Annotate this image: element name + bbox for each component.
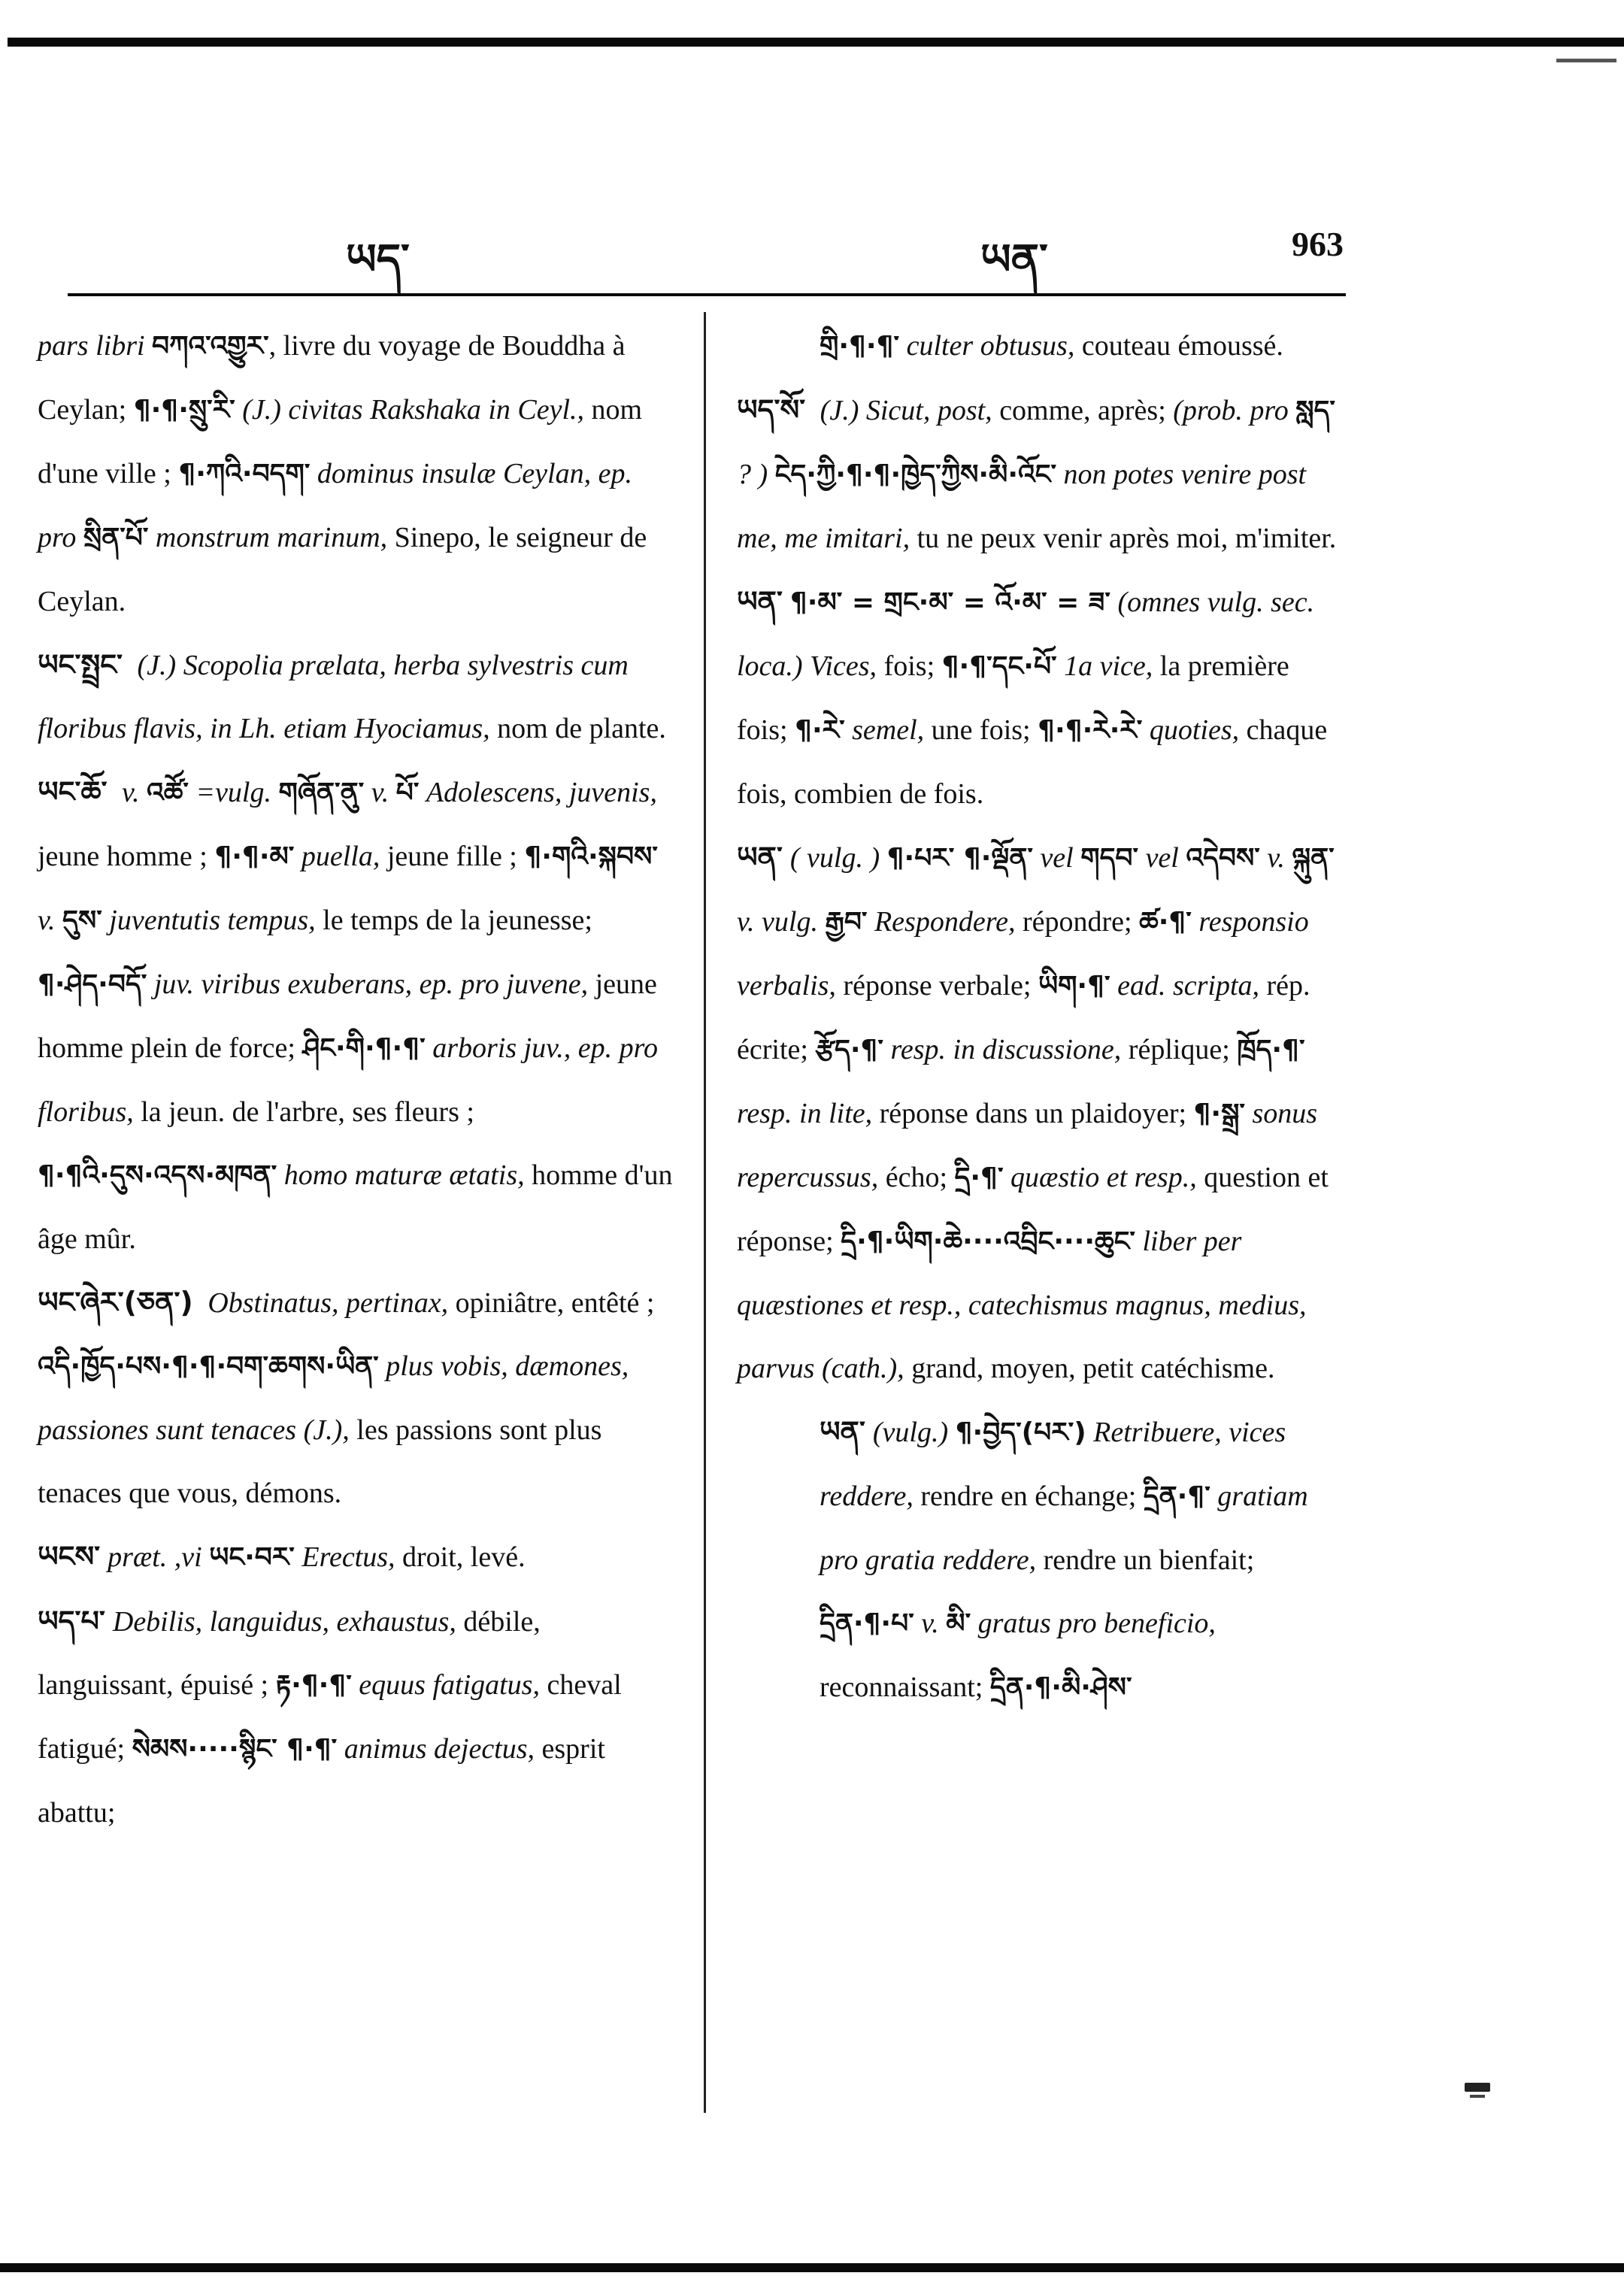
page-number: 963 <box>1292 225 1344 263</box>
latin-gloss: ead. scripta, <box>1110 970 1260 1002</box>
latin-gloss: Retribuere, vices reddere, <box>820 1417 1286 1512</box>
latin-gloss: puella, <box>294 841 380 872</box>
tibetan-text: མི་ <box>946 1608 971 1639</box>
tibetan-text: ¶·ཤེད·བདོ་ <box>38 969 147 1000</box>
tibetan-text: གྲི·¶·¶་ <box>820 331 900 362</box>
latin-gloss: v. vulg. <box>737 906 826 938</box>
french-gloss: réplique; <box>1121 1034 1238 1065</box>
tibetan-text: འཚོ་ <box>147 777 189 808</box>
tibetan-text: ¶·སྒྲ་ <box>1193 1099 1245 1129</box>
french-gloss: rendre un bienfait; <box>1036 1544 1255 1576</box>
french-gloss: écho; <box>878 1162 955 1193</box>
dictionary-entry <box>737 826 1346 1400</box>
tibetan-text: ངེད·ཀྱི·¶·¶·ཁྱེད་ཀྱིས·མི·འོང་ <box>774 459 1057 490</box>
latin-gloss: v. <box>1259 842 1292 874</box>
latin-gloss: semel, <box>844 714 925 746</box>
tibetan-text: དྲིན·¶་ <box>1143 1481 1210 1512</box>
latin-gloss: liber per quæstiones et resp., catechismus magnus, medius, parvus (cath.), <box>737 1226 1307 1384</box>
french-gloss: couteau émoussé. <box>1074 330 1283 362</box>
dictionary-entry <box>737 1400 1346 1720</box>
french-gloss: chaque fois, combien de fois. <box>737 714 1328 810</box>
french-gloss: rép. écrite; <box>737 970 1310 1065</box>
tibetan-text: ¶·པར་ ¶·ལྡོན་ <box>886 843 1033 874</box>
french-gloss: débile, languissant, épuisé ; <box>38 1606 541 1701</box>
tibetan-text: དྲིན·¶·པ་ <box>820 1608 914 1639</box>
latin-gloss: (J.) civitas Rakshaka in Ceyl., <box>235 394 585 426</box>
tibetan-text: ¶·¶·མ་ <box>214 841 295 872</box>
latin-gloss: vel <box>1032 842 1081 874</box>
dictionary-entry <box>38 633 677 760</box>
latin-gloss: (vulg.) <box>872 1417 956 1448</box>
entry-headword: ཡང་ཆོ་ <box>38 775 108 808</box>
french-gloss: nom de plante. <box>489 713 666 744</box>
tibetan-text: དྲི·¶་ <box>954 1162 1004 1193</box>
french-gloss: la première fois; <box>737 650 1289 746</box>
tibetan-text: ¶·¶་དང·པོ་ <box>941 651 1057 682</box>
latin-gloss: (J.) Scopolia prælata, herba sylvestris cum floribus flavis, in Lh. etiam Hyociamus, <box>38 650 629 744</box>
tibetan-text: དྲིན·¶·མི·ཤེས་ <box>989 1672 1132 1703</box>
latin-gloss: plus vobis, dæmones, passiones sunt tenaces (J.), <box>38 1350 629 1446</box>
tibetan-text: འདི·ཁྱོད·པས·¶·¶·བག་ཆགས·ཡིན་ <box>38 1351 379 1382</box>
tibetan-text: པོ་ <box>395 777 420 808</box>
entry-headword: ཡན་ <box>820 1415 865 1448</box>
latin-gloss: 1a vice, <box>1056 650 1153 682</box>
latin-gloss: monstrum marinum, <box>148 522 388 553</box>
french-gloss: jeune fille ; <box>380 841 525 872</box>
dictionary-entry <box>38 1271 677 1525</box>
tibetan-text: སླད་ <box>1295 395 1335 426</box>
running-head-right: ཡན་ <box>980 235 1048 284</box>
french-gloss: Sinepo, le seigneur de Ceylan. <box>38 522 647 617</box>
dictionary-entry <box>737 314 1346 378</box>
latin-gloss: quoties, <box>1142 714 1240 746</box>
french-gloss: la jeun. de l'arbre, ses fleurs ; <box>133 1096 474 1128</box>
tibetan-text: ¶·¶འི·དུས·འདས·མཁན་ <box>38 1160 277 1191</box>
french-gloss: nom d'une ville ; <box>38 394 643 489</box>
column-divider <box>704 312 706 2113</box>
dictionary-entry <box>38 760 677 1271</box>
latin-gloss: Respondere, <box>867 906 1016 938</box>
corner-mark <box>1556 59 1616 62</box>
latin-gloss: (omnes vulg. sec. loca.) Vices, <box>737 586 1315 682</box>
tibetan-text: སེམས·····སྙིང་ ¶·¶་ <box>132 1734 338 1765</box>
latin-gloss: animus dejectus, <box>337 1733 535 1765</box>
dictionary-entry <box>38 1590 677 1844</box>
dictionary-entry <box>737 570 1346 826</box>
tibetan-text: ¶·¶·རེ·རེ་ <box>1038 715 1143 746</box>
entry-headword: ཡང་སྤྲང་ <box>38 648 123 681</box>
latin-gloss: juventutis tempus, <box>102 905 316 936</box>
latin-gloss: juv. viribus exuberans, ep. pro juvene, <box>147 968 589 1000</box>
french-gloss: répondre; <box>1015 906 1140 938</box>
latin-gloss: homo maturæ ætatis, <box>277 1159 525 1191</box>
french-gloss: le temps de la jeunesse; <box>315 905 592 936</box>
latin-gloss: v. <box>364 777 396 808</box>
latin-gloss: vel <box>1138 842 1186 874</box>
top-border-rule <box>8 38 1624 47</box>
latin-gloss: (J.) Sicut, post, <box>813 395 992 426</box>
tibetan-text: བཀའ་འགྱུར་ <box>152 331 269 362</box>
tibetan-text: ¶·¶·སྲུ་རི་ <box>133 395 235 426</box>
tibetan-text: ¶·ཀའི·བདག་ <box>178 459 311 489</box>
dictionary-entry <box>38 1525 677 1590</box>
entry-headword: ཡད་པ་ <box>38 1605 105 1638</box>
latin-gloss: arboris juv., ep. pro floribus, <box>38 1032 658 1128</box>
latin-gloss: v. <box>38 905 63 936</box>
french-gloss: homme d'un âge mûr. <box>38 1159 673 1255</box>
tibetan-text: ཡིག·¶་ <box>1038 971 1110 1002</box>
entry-headword: ཡན་ <box>737 585 783 618</box>
tibetan-text: སྲིན་པོ་ <box>83 523 149 553</box>
latin-gloss: ? ) <box>737 459 775 490</box>
entry-headword: ཡངས་ <box>38 1540 101 1573</box>
latin-gloss: v. <box>114 777 147 808</box>
tibetan-text: རྟ·¶·¶་ <box>275 1670 352 1701</box>
french-gloss: les passions sont plus tenaces que vous, démons. <box>38 1414 602 1509</box>
tibetan-text: ¶·མ་ = གྲང·མ་ = འོ·མ་ = ཟ་ <box>789 587 1110 618</box>
latin-gloss: Erectus, <box>294 1541 395 1573</box>
tibetan-text: ཚ·¶་ <box>1139 907 1192 938</box>
tibetan-text: གཞོན་ནུ་ <box>278 777 365 808</box>
right-column <box>737 314 1346 1720</box>
tibetan-text: ¶·གའི·སྐབས་ <box>524 841 658 872</box>
latin-gloss: v. <box>914 1608 947 1639</box>
french-gloss: grand, moyen, petit catéchisme. <box>904 1353 1275 1384</box>
latin-gloss: quæstio et resp., <box>1003 1162 1197 1193</box>
latin-gloss: gratiam pro gratia reddere, <box>820 1480 1308 1576</box>
dictionary-entry <box>737 378 1346 570</box>
tibetan-text: ཤིང·གི·¶·¶་ <box>302 1033 426 1064</box>
latin-gloss: non potes venire post me, me imitari, <box>737 459 1307 554</box>
latin-gloss: gratus pro beneficio, <box>971 1608 1216 1639</box>
latin-gloss: Obstinatus, pertinax, <box>200 1287 449 1319</box>
french-gloss: opiniâtre, entêté ; <box>448 1287 655 1319</box>
latin-gloss: præt. ,vi <box>108 1541 210 1573</box>
tibetan-text: རྩོད·¶་ <box>815 1035 883 1065</box>
tibetan-text: གདབ་ <box>1080 843 1139 874</box>
margin-mark-small <box>1470 2095 1485 2098</box>
tibetan-text: ཁྲོད·¶་ <box>1237 1035 1305 1065</box>
french-gloss: jeune homme plein de force; <box>38 968 657 1064</box>
french-gloss: droit, levé. <box>395 1541 526 1573</box>
french-gloss: cheval fatigué; <box>38 1669 622 1765</box>
french-gloss: une fois; <box>924 714 1038 746</box>
latin-gloss: Debilis, languidus, exhaustus, <box>112 1606 456 1638</box>
latin-gloss: culter obtusus, <box>899 330 1075 362</box>
french-gloss: reconnaissant; <box>820 1671 990 1703</box>
latin-gloss: pars libri <box>38 330 153 362</box>
tibetan-text: དུས་ <box>62 905 102 936</box>
latin-gloss: resp. in lite, <box>737 1098 873 1129</box>
tibetan-text: ¶·བྱེད་(པར་) <box>955 1417 1086 1448</box>
latin-gloss: Adolescens, juvenis, <box>419 777 657 808</box>
french-gloss: esprit abattu; <box>38 1733 605 1829</box>
tibetan-text: ལྐུན་ <box>1292 843 1335 874</box>
entry-headword: ཡད་སོ་ <box>737 393 806 426</box>
french-gloss: fois; <box>877 650 942 682</box>
tibetan-text: ¶·རེ་ <box>795 715 845 746</box>
latin-gloss: resp. in discussione, <box>883 1034 1122 1065</box>
french-gloss: réponse dans un plaidoyer; <box>872 1098 1194 1129</box>
running-head-left: ཡད་ <box>346 235 410 284</box>
tibetan-text: ཡང·བར་ <box>209 1542 295 1573</box>
french-gloss: , livre du voyage de Bouddha à Ceylan; <box>38 330 626 426</box>
latin-gloss: =vulg. <box>188 777 279 808</box>
french-gloss: rendre en échange; <box>913 1480 1144 1512</box>
french-gloss: réponse verbale; <box>835 970 1038 1002</box>
bottom-border-rule <box>0 2263 1624 2272</box>
entry-headword: ཡན་ <box>737 841 783 874</box>
french-gloss: comme, après; <box>992 395 1174 426</box>
entry-headword: ཡང་ཞེར་(ཅན་) <box>38 1286 193 1319</box>
latin-gloss: dominus insulæ Ceylan, ep. pro <box>38 458 632 553</box>
latin-gloss: responsio verbalis, <box>737 906 1309 1002</box>
french-gloss: jeune homme ; <box>38 841 215 872</box>
header-rule <box>68 293 1346 296</box>
left-column <box>38 314 677 1844</box>
dictionary-entry <box>38 314 677 633</box>
latin-gloss: sonus repercussus, <box>737 1098 1318 1193</box>
margin-mark <box>1465 2083 1490 2092</box>
tibetan-text: དྲི·¶·ཡིག·ཆེ····འབྲིང····ཆུང་ <box>841 1226 1135 1257</box>
tibetan-text: རྒྱབ་ <box>825 907 868 938</box>
latin-gloss: (prob. pro <box>1173 395 1296 426</box>
latin-gloss: equus fatigatus, <box>351 1669 540 1701</box>
french-gloss: question et réponse; <box>737 1162 1329 1257</box>
tibetan-text: འདེབས་ <box>1186 843 1260 874</box>
french-gloss: tu ne peux venir après moi, m'imiter. <box>910 523 1337 554</box>
latin-gloss: ( vulg. ) <box>789 842 887 874</box>
